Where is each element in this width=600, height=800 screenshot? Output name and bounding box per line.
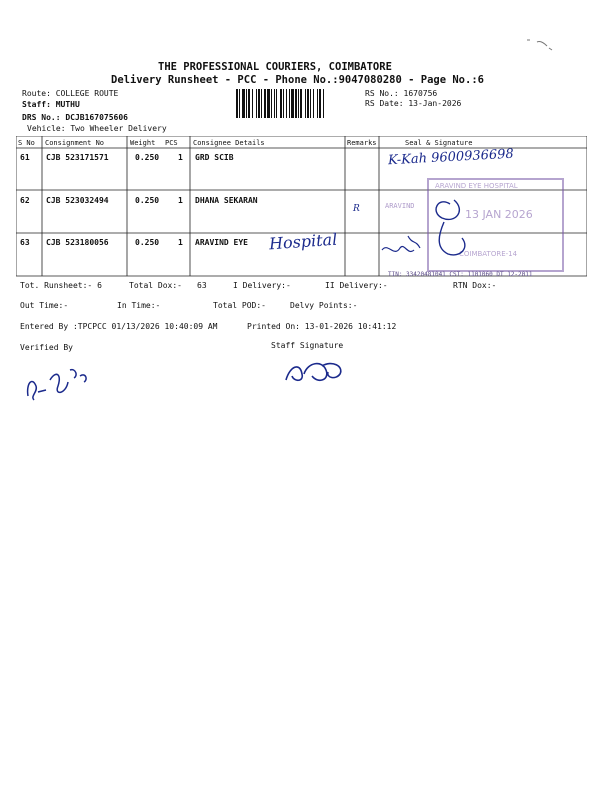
row-consignment: CJB 523171571 bbox=[46, 153, 109, 162]
col-weight: Weight bbox=[130, 139, 156, 147]
vehicle-label: Vehicle: Two Wheeler Delivery bbox=[27, 124, 167, 133]
handwritten-hospital: Hospital bbox=[268, 229, 338, 254]
rs-number: RS No.: 1670756 bbox=[365, 89, 438, 98]
staff-signature bbox=[282, 356, 348, 386]
rs-date: RS Date: 13-Jan-2026 bbox=[365, 99, 462, 108]
row-weight: 0.250 bbox=[135, 196, 160, 205]
staff-label: Staff: MUTHU bbox=[22, 100, 80, 109]
total-pod: Total POD:- bbox=[213, 301, 266, 310]
col-remarks: Remarks bbox=[347, 139, 377, 147]
route-label: Route: COLLEGE ROUTE bbox=[22, 89, 119, 98]
entered-by: Entered By :TPCPCC 01/13/2026 10:40:09 AM bbox=[20, 322, 218, 331]
col-seal: Seal & Signature bbox=[405, 139, 473, 147]
company-title: THE PROFESSIONAL COURIERS, COIMBATORE bbox=[158, 61, 392, 73]
row-consignee: DHANA SEKARAN bbox=[195, 196, 258, 205]
rtn-dox: RTN Dox:- bbox=[453, 281, 497, 290]
col-consignment: Consignment No bbox=[45, 139, 105, 147]
barcode bbox=[236, 89, 360, 118]
receiver-signature bbox=[378, 192, 488, 272]
runsheet-subtitle: Delivery Runsheet - PCC - Phone No.:9047080280 - Page No.:6 bbox=[111, 74, 484, 86]
stamp-tin: TIN: 33420481041 CST: 1101060 DT 12-2011 bbox=[388, 271, 533, 278]
in-time: In Time:- bbox=[117, 301, 161, 310]
printed-on: Printed On: 13-01-2026 10:41:12 bbox=[247, 322, 397, 331]
row-consignee: GRD SCIB bbox=[195, 153, 234, 162]
row-pcs: 1 bbox=[178, 196, 183, 205]
corner-mark bbox=[525, 34, 555, 54]
handwritten-remark: R bbox=[353, 204, 360, 214]
drs-number: DRS No.: DCJB167075606 bbox=[22, 113, 128, 122]
row-pcs: 1 bbox=[178, 153, 183, 162]
row-sno: 61 bbox=[20, 153, 30, 162]
row-weight: 0.250 bbox=[135, 153, 160, 162]
delvy-points: Delvy Points:- bbox=[290, 301, 358, 310]
total-dox-label: Total Dox:- bbox=[129, 281, 182, 290]
ii-delivery: II Delivery:- bbox=[325, 281, 388, 290]
row-pcs: 1 bbox=[178, 238, 183, 247]
stamp-city: COIMBATORE-14 bbox=[459, 250, 518, 258]
verified-by-label: Verified By bbox=[20, 343, 73, 352]
stamp-ghost-text: ARAVIND bbox=[385, 202, 415, 210]
out-time: Out Time:- bbox=[20, 301, 69, 310]
stamp-date: 13 JAN 2026 bbox=[465, 208, 533, 221]
row-sno: 63 bbox=[20, 238, 30, 247]
col-consignee: Consignee Details bbox=[193, 139, 265, 147]
handwritten-receiver-phone: K-Kah 9600936698 bbox=[387, 146, 515, 169]
row-consignment: CJB 523032494 bbox=[46, 196, 109, 205]
stamp-name: ARAVIND EYE HOSPITAL bbox=[435, 182, 518, 190]
row-weight: 0.250 bbox=[135, 238, 160, 247]
row-consignee: ARAVIND EYE bbox=[195, 238, 248, 247]
total-dox-value: 63 bbox=[197, 281, 207, 290]
staff-signature-label: Staff Signature bbox=[271, 341, 344, 350]
col-sno: S No bbox=[18, 139, 35, 147]
i-delivery: I Delivery:- bbox=[233, 281, 291, 290]
col-pcs: PCS bbox=[165, 139, 178, 147]
verifier-signature bbox=[24, 362, 94, 404]
row-sno: 62 bbox=[20, 196, 30, 205]
tot-runsheet: Tot. Runsheet:- 6 bbox=[20, 281, 102, 290]
row-consignment: CJB 523180056 bbox=[46, 238, 109, 247]
